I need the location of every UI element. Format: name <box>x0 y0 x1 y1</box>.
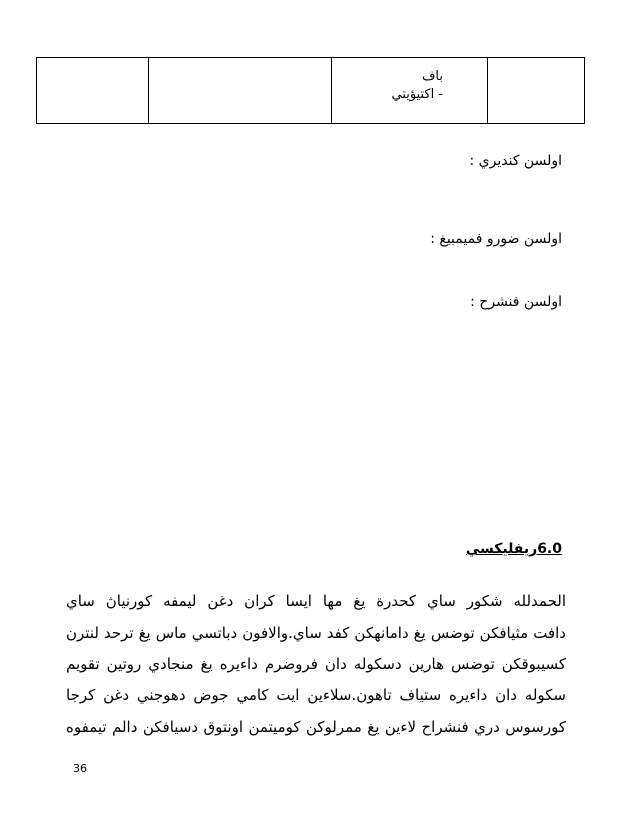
table-cell <box>488 58 585 124</box>
table-cell <box>332 58 488 124</box>
section-heading: 6.0ريفليكسي <box>465 541 562 557</box>
table-cell <box>37 58 149 124</box>
cell-line-1: باف <box>421 69 443 84</box>
paragraph-line: كسيبوقكن توضس هارين دسكوله دان فروضرم داءيره يغ منجادي روتين تقويم <box>66 655 566 673</box>
page-number: 36 <box>73 762 87 775</box>
label-cell-1: اولسن كنديري : <box>469 153 562 169</box>
paragraph-line: دافت مثيافكن توضس يغ دامانهكن كفد ساي.والافون دباتسي ماس يغ ترحد لنترن <box>66 624 566 642</box>
paragraph-line: كورسوس دري فنشراح لاءين يغ ممرلوكن كوميتمن اونتوق دسيافكن دالم تيمفوه <box>66 718 566 736</box>
activity-table <box>36 57 585 124</box>
table-row <box>37 58 585 124</box>
table-cell <box>149 58 332 124</box>
paragraph-line: الحمدلله شكور ساي كحدرة يغ مها ايسا كران دغن ليمفه كورنياڽ ساي <box>66 592 566 610</box>
label-cell-3: اولسن فنشرح : <box>470 294 562 310</box>
cell-line-2: - اكتيؤيتي <box>391 87 443 102</box>
paragraph-line: سكوله دان داءيره ستياف تاهون.سلاءين ايت كامي جوض دهوجني دغن كرجا <box>66 686 566 704</box>
activity-cell-text <box>332 58 487 104</box>
label-cell-2: اولسن ضورو فميمبيغ : <box>430 231 562 247</box>
